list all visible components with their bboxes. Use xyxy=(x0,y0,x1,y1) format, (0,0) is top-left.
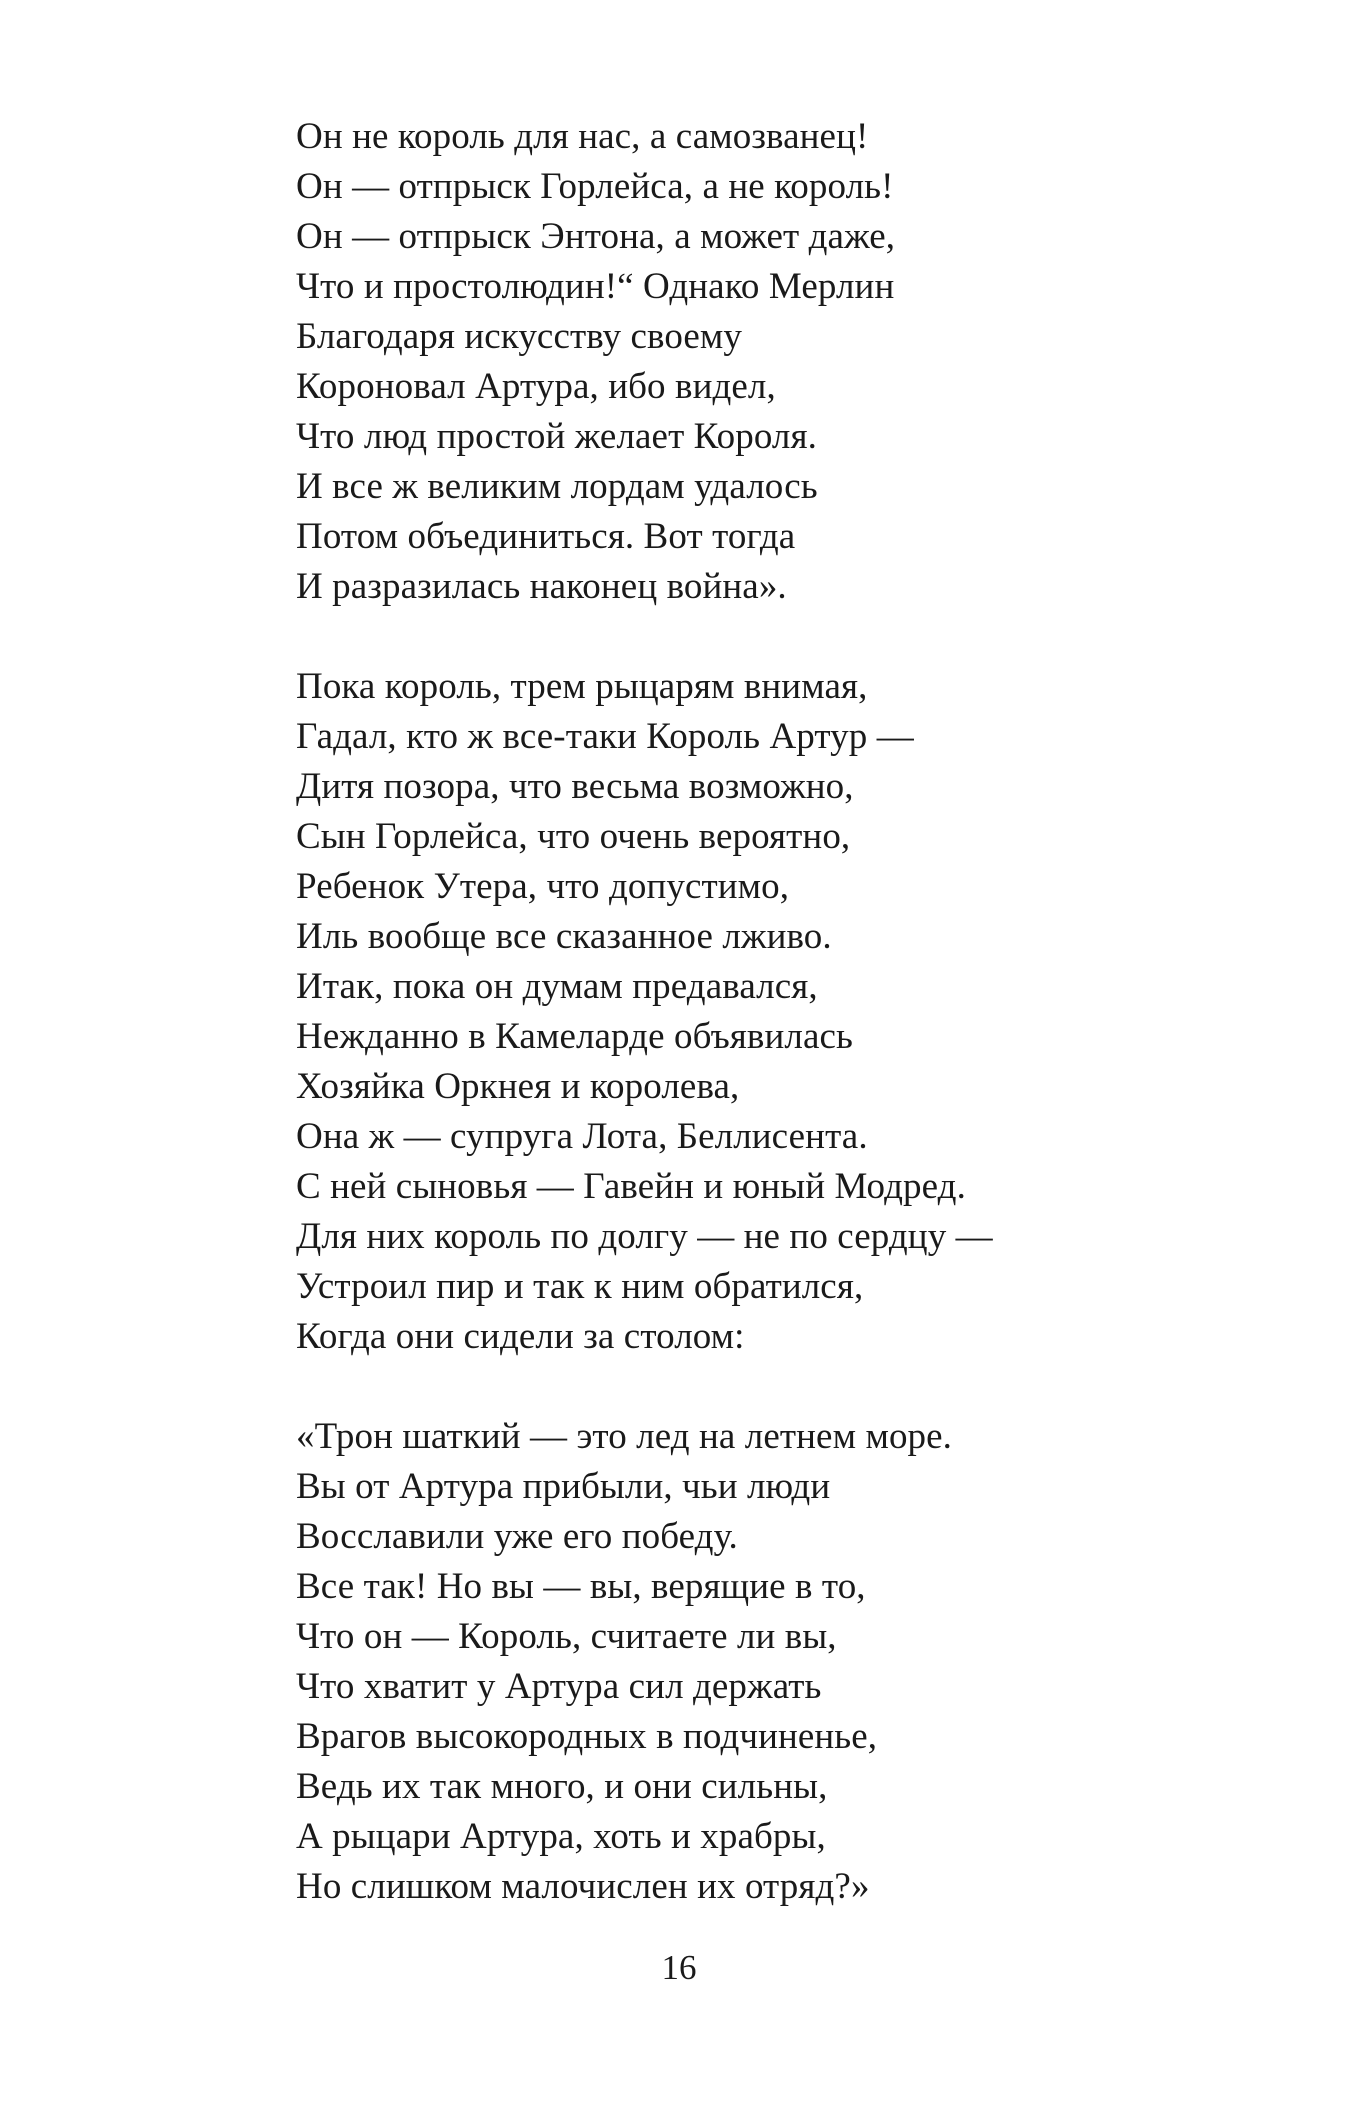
poem-line: Но слишком малочислен их отряд?» xyxy=(296,1866,870,1907)
poem-line: Благодаря искусству своему xyxy=(296,316,743,357)
poem-line: Что и простолюдин!“ Однако Мерлин xyxy=(296,266,895,307)
poem-line: Иль вообще все сказанное лживо. xyxy=(296,916,832,957)
poem-line: Нежданно в Камеларде объявилась xyxy=(296,1016,853,1057)
poem-line: Итак, пока он думам предавался, xyxy=(296,966,818,1007)
poem-line: А рыцари Артура, хоть и храбры, xyxy=(296,1816,826,1857)
poem-line: Она ж — супруга Лота, Беллисента. xyxy=(296,1116,868,1157)
poem-line: Что хватит у Артура сил держать xyxy=(296,1666,822,1707)
poem-line: Все так! Но вы — вы, верящие в то, xyxy=(296,1566,866,1607)
poem-line: Хозяйка Оркнея и королева, xyxy=(296,1066,740,1107)
poem-text xyxy=(296,112,1296,1912)
poem-line: Для них король по долгу — не по сердцу — xyxy=(296,1216,993,1257)
poem-line: Пока король, трем рыцарям внимая, xyxy=(296,666,868,707)
poem-line: Когда они сидели за столом: xyxy=(296,1316,745,1357)
poem-line: Восславили уже его победу. xyxy=(296,1516,738,1557)
poem-line: Сын Горлейса, что очень вероятно, xyxy=(296,816,851,857)
poem-line: И разразилась наконец война». xyxy=(296,566,787,607)
stanza-2 xyxy=(296,662,1296,1362)
poem-line: Ведь их так много, и они сильны, xyxy=(296,1766,828,1807)
poem-line: И все ж великим лордам удалось xyxy=(296,466,818,507)
poem-line: Что люд простой желает Короля. xyxy=(296,416,817,457)
poem-line: Врагов высокородных в подчиненье, xyxy=(296,1716,878,1757)
page-number: 16 xyxy=(661,1948,697,1987)
poem-line: Короновал Артура, ибо видел, xyxy=(296,366,776,407)
poem-line: Устроил пир и так к ним обратился, xyxy=(296,1266,864,1307)
poem-line: С ней сыновья — Гавейн и юный Модред. xyxy=(296,1166,966,1207)
poem-line: Потом объединиться. Вот тогда xyxy=(296,516,796,557)
poem-line: Гадал, кто ж все-таки Король Артур — xyxy=(296,716,914,757)
poem-line: Дитя позора, что весьма возможно, xyxy=(296,766,854,807)
poem-line: Он — отпрыск Энтона, а может даже, xyxy=(296,216,896,257)
poem-line: Он не король для нас, а самозванец! xyxy=(296,116,869,157)
poem-line: Ребенок Утера, что допустимо, xyxy=(296,866,790,907)
poem-line: Вы от Артура прибыли, чьи люди xyxy=(296,1466,831,1507)
stanza-3 xyxy=(296,1412,1296,1912)
poem-line: Что он — Король, считаете ли вы, xyxy=(296,1616,837,1657)
poem-line: «Трон шаткий — это лед на летнем море. xyxy=(296,1416,953,1457)
stanza-1 xyxy=(296,112,1296,612)
poem-line: Он — отпрыск Горлейса, а не король! xyxy=(296,166,894,207)
